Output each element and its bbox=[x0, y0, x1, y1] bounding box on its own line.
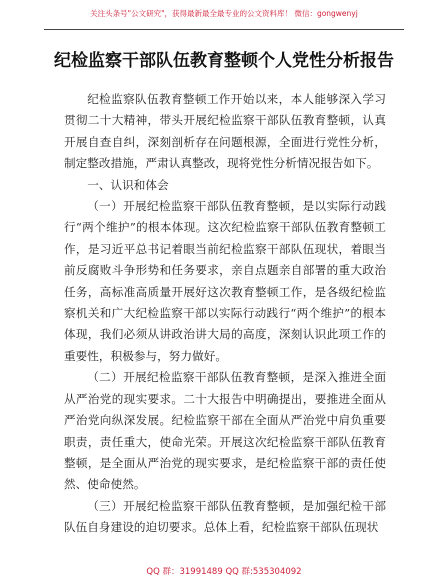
paragraph-point-2: （二）开展纪检监察干部队伍教育整顿，是深入推进全面从严治党的现实要求。二十大报告中明确提出，要推进全面从严治党向纵深发展。纪检监察干部在全面从严治党中肩负重要职责，责任重大，使命光荣。开展这次纪检监察干部队伍教育整顿，是全面从严治党的现实要求，是纪检监察干部的责任使然、使命使然。 bbox=[64, 370, 386, 492]
header-divider bbox=[44, 29, 404, 30]
document-title: 纪检监察干部队伍教育整顿个人党性分析报告 bbox=[54, 51, 394, 71]
header-promo-note: 关注头条号"公文研究"，获得最新最全最专业的公文资料库！ 微信：gongwenyj bbox=[90, 9, 358, 18]
paragraph-point-1: （一）开展纪检监察干部队伍教育整顿，是以实际行动践行“两个维护”的根本体现。这次纪检监察干部队伍教育整顿工作，是习近平总书记着眼当前纪检监察干部队伍现状，着眼当前反腐败斗争形势和任务要求，亲自点题亲自部署的重大政治任务，高标准高质量开展好这次教育整顿工作，是各级纪检监察机关和广大纪检监察干部以实际行动践行“两个维护”的根本体现，我们必须从讲政治讲大局的高度，深刻认识此项工作的重要性，积极参与，努力做好。 bbox=[64, 199, 386, 363]
footer-qq-groups: QQ 群：31991489 QQ 群:535304092 bbox=[146, 567, 302, 577]
document-body bbox=[64, 89, 386, 539]
section-heading: 一、认识和体会 bbox=[87, 177, 169, 192]
paragraph-point-3: （三）开展纪检监察干部队伍教育整顿，是加强纪检干部队伍自身建设的迫切要求。总体上看，纪检监察干部队伍现状 bbox=[64, 498, 386, 535]
paragraph-intro: 纪检监察队伍教育整顿工作开始以来，本人能够深入学习贯彻二十大精神，带头开展纪检监察干部队伍教育整顿，认真开展自查自纠，深刻剖析存在问题根源，全面进行党性分析，制定整改措施，严肃认真整改，现将党性分析情况报告如下。 bbox=[64, 92, 386, 171]
